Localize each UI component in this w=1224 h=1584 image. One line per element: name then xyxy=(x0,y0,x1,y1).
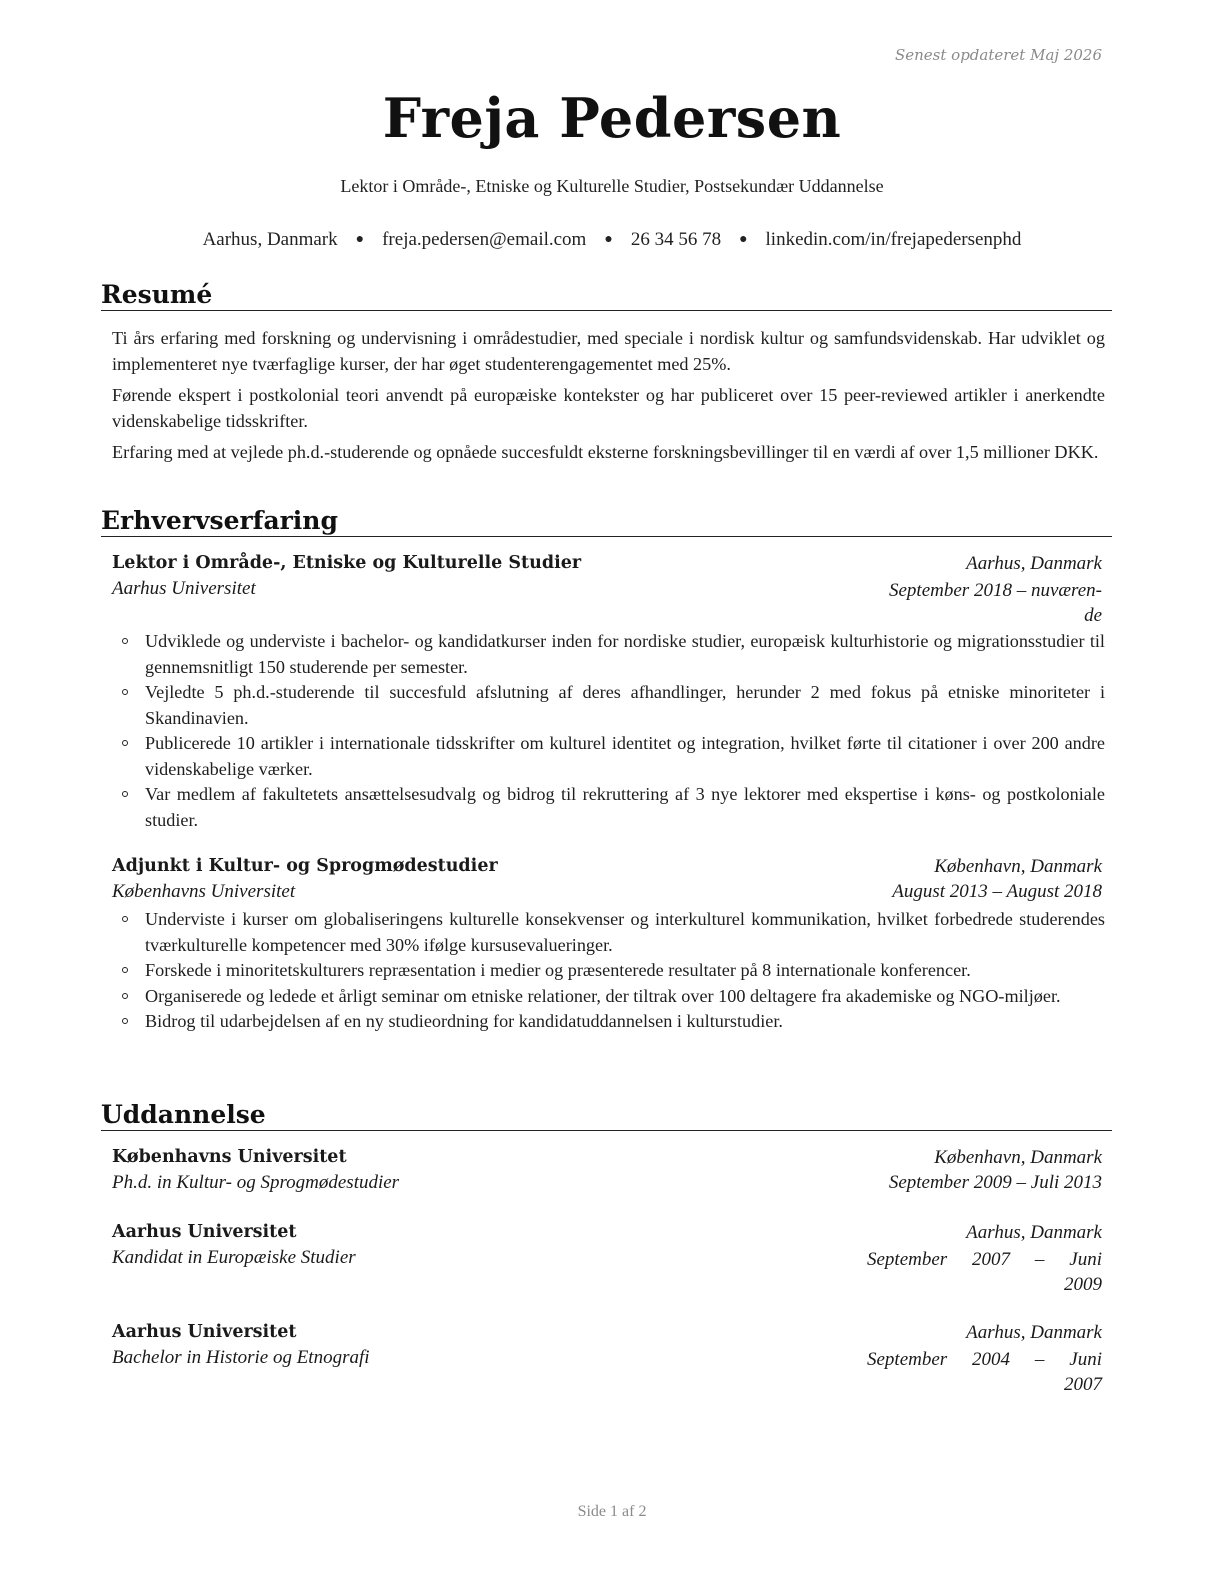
summary-paragraph: Erfaring med at vejlede ph.d.-studerende og opnåede succesfuldt eksterne forskningsbevillinger til en værdi af over 1,5 millioner DKK. xyxy=(112,442,1099,462)
job-bullets xyxy=(112,907,1105,1035)
headline: Lektor i Område-, Etniske og Kulturelle Studier, Postsekundær Uddannelse xyxy=(340,176,884,196)
section-title-summary: Resumé xyxy=(101,280,1112,311)
circle-bullet-icon xyxy=(122,916,128,922)
circle-bullet-icon xyxy=(122,740,128,746)
education-date-line: September 2007 – Juni xyxy=(867,1249,1102,1270)
list-item: Forskede i minoritetskulturers repræsentation i medier og præsenterede resultater på 8 internationale konferencer. xyxy=(112,958,1105,984)
job-subheader xyxy=(112,881,1102,906)
contact-line xyxy=(0,229,1224,251)
job-location: Aarhus, Danmark xyxy=(966,553,1102,574)
job-date-line: September 2018 – nuværen- xyxy=(889,580,1102,601)
last-updated: Senest opdateret Maj 2026 xyxy=(894,46,1102,64)
job-date-line: de xyxy=(1084,605,1102,626)
circle-bullet-icon xyxy=(122,638,128,644)
degree: Kandidat in Europæiske Studier xyxy=(112,1247,356,1268)
job-title: Lektor i Område-, Etniske og Kulturelle Studier xyxy=(112,553,582,573)
list-item: Vejledte 5 ph.d.-studerende til succesfuld afslutning af deres afhandlinger, herunder 2 med fokus på etniske minoriteter i Skandinavien. xyxy=(112,680,1105,731)
circle-bullet-icon xyxy=(122,1018,128,1024)
person-name: Freja Pedersen xyxy=(382,86,842,150)
contact-linkedin[interactable]: linkedin.com/in/frejapedersenphd xyxy=(765,229,1022,250)
job-title: Adjunkt i Kultur- og Sprogmødestudier xyxy=(112,856,498,876)
education-subheader xyxy=(112,1172,1102,1197)
bullet-separator-icon: ● xyxy=(604,232,613,247)
job-header xyxy=(112,856,1102,881)
job-header xyxy=(112,553,1102,578)
bullet-separator-icon: ● xyxy=(739,232,748,247)
job-organization: Københavns Universitet xyxy=(112,881,296,902)
circle-bullet-icon xyxy=(122,993,128,999)
section-title-education: Uddannelse xyxy=(101,1100,1112,1131)
list-item: Udviklede og underviste i bachelor- og kandidatkurser inden for nordiske studier, europæisk kulturhistorie og migrationsstudier til gennemsnitligt 150 studerende per semester. xyxy=(112,629,1105,680)
contact-phone: 26 34 56 78 xyxy=(630,229,722,250)
school-location: Aarhus, Danmark xyxy=(966,1222,1102,1243)
circle-bullet-icon xyxy=(122,967,128,973)
job-location: København, Danmark xyxy=(934,856,1102,877)
education-date xyxy=(867,1247,1102,1297)
education-header xyxy=(112,1147,1102,1172)
education-header xyxy=(112,1222,1102,1247)
school-location: Aarhus, Danmark xyxy=(966,1322,1102,1343)
school-name: Aarhus Universitet xyxy=(112,1222,297,1242)
job-bullets xyxy=(112,629,1105,833)
circle-bullet-icon xyxy=(122,689,128,695)
degree: Ph.d. in Kultur- og Sprogmødestudier xyxy=(112,1172,400,1193)
education-header xyxy=(112,1322,1102,1347)
list-item: Bidrog til udarbejdelsen af en ny studieordning for kandidatuddannelsen i kulturstudier. xyxy=(112,1009,1105,1035)
list-item: Underviste i kurser om globaliseringens kulturelle konsekvenser og interkulturel kommunikation, hvilket forbedrede studerendes tværkulturelle kompetencer med 30% ifølge kursusevalueringer. xyxy=(112,907,1105,958)
bullet-separator-icon: ● xyxy=(355,232,365,247)
job-date xyxy=(867,578,1102,628)
list-item: Publicerede 10 artikler i internationale tidsskrifter om kulturel identitet og integration, hvilket førte til citationer i over 200 andre videnskabelige værker. xyxy=(112,731,1105,782)
school-name: Aarhus Universitet xyxy=(112,1322,297,1342)
summary-paragraph: Ti års erfaring med forskning og undervisning i områdestudier, med speciale i nordisk kultur og samfundsvidenskab. Har udviklet og implementeret nye tværfaglige kurser, der har øget studenterengagementet med 25%. xyxy=(112,328,1105,374)
job-organization: Aarhus Universitet xyxy=(112,578,256,599)
contact-location: Aarhus, Danmark xyxy=(202,229,338,250)
page-number: Side 1 af 2 xyxy=(577,1503,647,1520)
education-date-line: 2007 xyxy=(1064,1374,1102,1395)
section-title-experience: Erhvervserfaring xyxy=(101,506,1112,537)
contact-email[interactable]: freja.pedersen@email.com xyxy=(382,229,587,250)
degree: Bachelor in Historie og Etnografi xyxy=(112,1347,370,1368)
school-location: København, Danmark xyxy=(934,1147,1102,1168)
summary-paragraph: Førende ekspert i postkolonial teori anvendt på europæiske kontekster og har publiceret over 15 peer-reviewed artikler i anerkendte videnskabelige tidsskrifter. xyxy=(112,385,1105,431)
list-item: Organiserede og ledede et årligt seminar om etniske relationer, der tiltrak over 100 deltagere fra akademiske og NGO-miljøer. xyxy=(112,984,1105,1010)
education-date-line: 2009 xyxy=(1064,1274,1102,1295)
education-date: September 2009 – Juli 2013 xyxy=(888,1172,1102,1193)
education-date xyxy=(867,1347,1102,1397)
education-date-line: September 2004 – Juni xyxy=(867,1349,1102,1370)
list-item: Var medlem af fakultetets ansættelsesudvalg og bidrog til rekruttering af 3 nye lektorer med ekspertise i køns- og postkoloniale studier. xyxy=(112,782,1105,833)
circle-bullet-icon xyxy=(122,791,128,797)
school-name: Københavns Universitet xyxy=(112,1147,347,1167)
job-date: August 2013 – August 2018 xyxy=(892,881,1102,902)
